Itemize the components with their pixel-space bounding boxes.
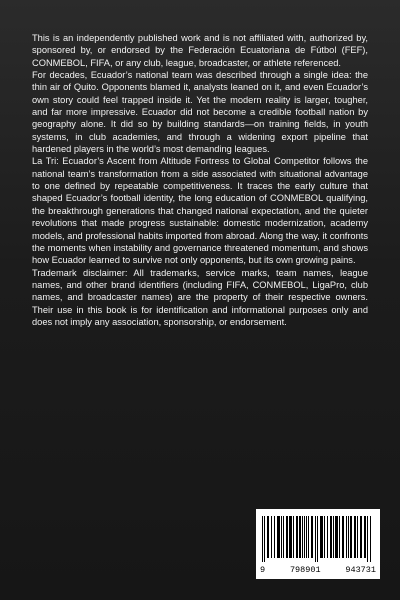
barcode-bar [286, 516, 288, 558]
barcode-bar [311, 516, 313, 558]
barcode-digits-right: 943731 [345, 565, 376, 575]
publisher-disclaimer-paragraph: This is an independently published work and is not affiliated with, authorized by, sponsored by, or endorsed by the Federación Ecuatoriana de Fútbol (FEF), CONMEBOL, FIFA, or any club, league, broadcaster, or athlete referenced. [32, 33, 368, 68]
barcode-bar [333, 516, 334, 558]
barcode-bar [330, 516, 332, 558]
barcode-bar [308, 516, 309, 558]
barcode-bar [370, 516, 371, 562]
isbn-barcode [256, 509, 380, 579]
barcode-bar [262, 516, 263, 562]
barcode-bar [367, 516, 368, 562]
barcode-bar [304, 516, 305, 558]
barcode-bar [277, 516, 280, 558]
barcode-bar [315, 516, 316, 562]
barcode-bar [299, 516, 301, 558]
barcode-bar [302, 516, 303, 558]
barcode-bar [342, 516, 344, 558]
barcode-bar [327, 516, 328, 558]
barcode-bar [324, 516, 325, 558]
barcode-bar [267, 516, 269, 558]
barcode-digits-left: 798901 [289, 565, 321, 575]
barcode-bar [357, 516, 358, 558]
synopsis-paragraph: La Tri: Ecuador’s Ascent from Altitude Fortress to Global Competitor follows the national team’s transformation from a side associated with situational advantage to one defined by repeatable competitiveness. It traces the early culture that shaped Ecuador’s football identity, the long education of CONMEBOL qualifying, the breakthrough generations that changed national expectation, and the quieter revolutions that made progress sustainable: domestic modernization, academy models, and professional habits imported from abroad. Along the way, it confronts the moments when instability and governance threatened momentum, and shows how Ecuador learned to survive not only opponents, but its own growing pains. [32, 156, 368, 266]
barcode-bar [350, 516, 352, 558]
barcode-bar [339, 516, 340, 558]
barcode-bar [364, 516, 366, 558]
trademark-disclaimer-paragraph: Trademark disclaimer: All trademarks, service marks, team names, league names, and other brand identifiers (including FIFA, CONMEBOL, LigaPro, club names, and broadcaster names) are the property of their respective owners. Their use in this book is for identification and informational purposes only and does not imply any association, sponsorship, or endorsement. [32, 267, 368, 327]
barcode-digit-prefix: 9 [260, 565, 266, 575]
barcode-digits [260, 565, 376, 576]
intro-paragraph: For decades, Ecuador’s national team was described through a single idea: the thin air of Quito. Opponents blamed it, analysts leaned on it, and even Ecuador’s own story could feel trapped inside it. Yet the modern reality is larger, tougher, and far more impressive. Ecuador did not become a credible football nation by geography alone. It did so by building standards—on training fields, in youth systems, in club academies, and through a widening export pipeline that hardened players in the world’s most demanding leagues. [32, 70, 368, 155]
barcode-bar [354, 516, 356, 558]
barcode-bar [306, 516, 307, 558]
barcode-bar [317, 516, 318, 562]
barcode-bar [289, 516, 292, 558]
barcode-bar [360, 516, 362, 558]
barcode-bar [296, 516, 298, 558]
barcode-bars [262, 516, 374, 562]
barcode-bar [274, 516, 275, 558]
barcode-bar [348, 516, 349, 558]
barcode-bar [293, 516, 294, 558]
barcode-bar [264, 516, 265, 562]
barcode-bar [271, 516, 272, 558]
barcode-bar [283, 516, 284, 558]
barcode-bar [346, 516, 347, 558]
barcode-bar [320, 516, 323, 558]
barcode-bar [335, 516, 338, 558]
back-cover-text [32, 32, 368, 328]
barcode-bar [281, 516, 282, 558]
